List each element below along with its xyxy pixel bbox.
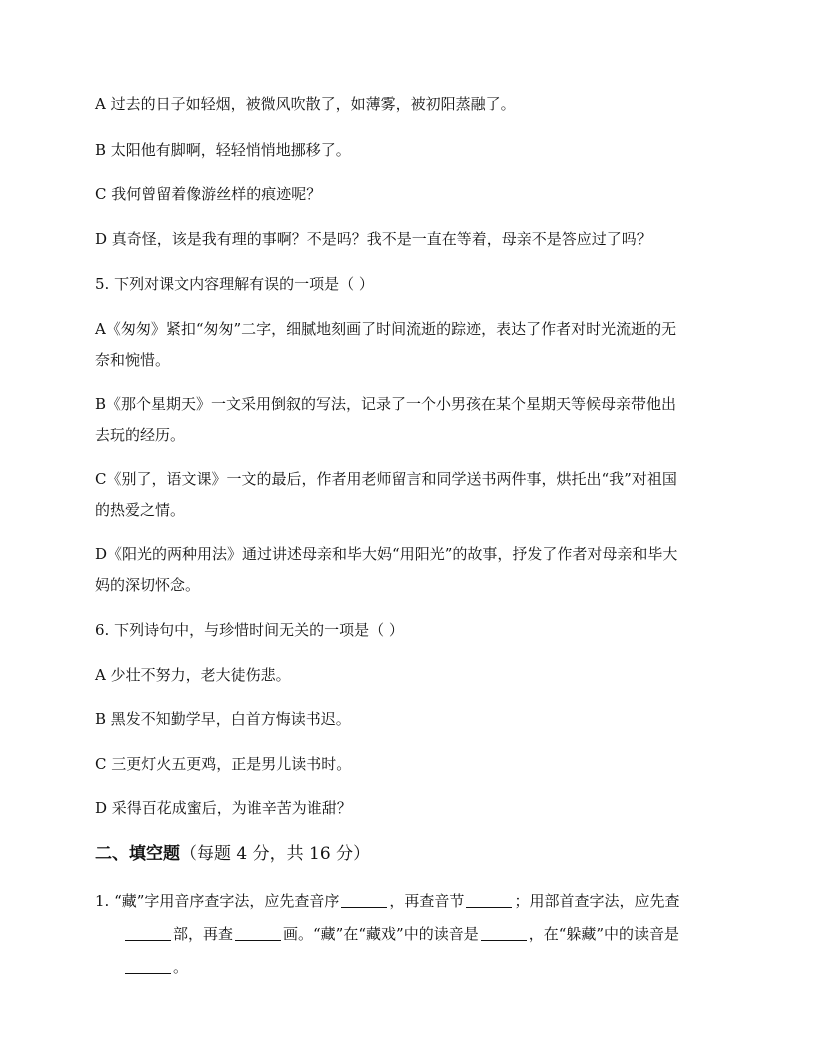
q6-option-a: A 少壮不努力，老大徒伤悲。	[95, 666, 291, 684]
option-c-text: C 我何曾留着像游丝样的痕迹呢？	[95, 185, 322, 203]
fill-text-1a: 1. “藏”字用音序查字法，应先查音序	[95, 892, 340, 910]
q5-option-c-line2: 的热爱之情。	[95, 501, 186, 519]
q5-option-a-line2: 奈和惋惜。	[95, 351, 171, 369]
fill-text-2b: 画。“藏”在“藏戏”中的读音是	[283, 925, 479, 943]
answer-blank-6[interactable]	[125, 959, 171, 974]
question-6-stem: 6. 下列诗句中，与珍惜时间无关的一项是（ ）	[95, 621, 404, 639]
question-5-stem: 5. 下列对课文内容理解有误的一项是（ ）	[95, 275, 374, 293]
answer-blank-5[interactable]	[481, 926, 527, 941]
q6-option-b: B 黑发不知勤学早，白首方悔读书迟。	[95, 710, 351, 728]
section-heading	[95, 839, 725, 870]
option-b-text: B 太阳他有脚啊，轻轻悄悄地挪移了。	[95, 141, 351, 159]
answer-blank-1[interactable]	[341, 893, 387, 908]
section-note: （每题 4 分，共 16 分）	[180, 844, 371, 864]
q6-option-d: D 采得百花成蜜后，为谁辛苦为谁甜？	[95, 799, 352, 817]
answer-blank-2[interactable]	[466, 893, 512, 908]
fill-text-1b: ，再查音节	[389, 892, 465, 910]
option-d-text: D 真奇怪，该是我有理的事啊？不是吗？我不是一直在等着，母亲不是答应过了吗？	[95, 230, 652, 248]
q6-option-c: C 三更灯火五更鸡，正是男儿读书时。	[95, 755, 352, 773]
q5-option-b-line1: B《那个星期天》一文采用倒叙的写法，记录了一个小男孩在某个星期天等候母亲带他出	[95, 395, 677, 413]
fill-question-line1	[95, 886, 725, 917]
q5-option-b-line2: 去玩的经历。	[95, 426, 186, 444]
section-title: 二、填空题	[95, 844, 180, 864]
fill-text-2c: ，在“躲藏”中的读音是	[528, 925, 680, 943]
q5-option-d-line1: D《阳光的两种用法》通过讲述母亲和毕大妈“用阳光”的故事，抒发了作者对母亲和毕大	[95, 545, 678, 563]
fill-question-line3	[123, 952, 753, 983]
fill-text-2a: 部，再查	[173, 925, 234, 943]
answer-blank-4[interactable]	[235, 926, 281, 941]
option-a-text: A 过去的日子如轻烟，被微风吹散了，如薄雾，被初阳蒸融了。	[95, 95, 516, 113]
answer-blank-3[interactable]	[125, 926, 171, 941]
q5-option-d-line2: 妈的深切怀念。	[95, 576, 201, 594]
fill-question-line2	[123, 919, 753, 950]
q5-option-a-line1: A《匆匆》紧扣“匆匆”二字，细腻地刻画了时间流逝的踪迹，表达了作者对时光流逝的无	[95, 320, 677, 338]
q5-option-c-line1: C《别了，语文课》一文的最后，作者用老师留言和同学送书两件事，烘托出“我”对祖国	[95, 470, 677, 488]
fill-text-3a: 。	[173, 958, 189, 976]
fill-text-1c: ；用部首查字法，应先查	[514, 892, 680, 910]
